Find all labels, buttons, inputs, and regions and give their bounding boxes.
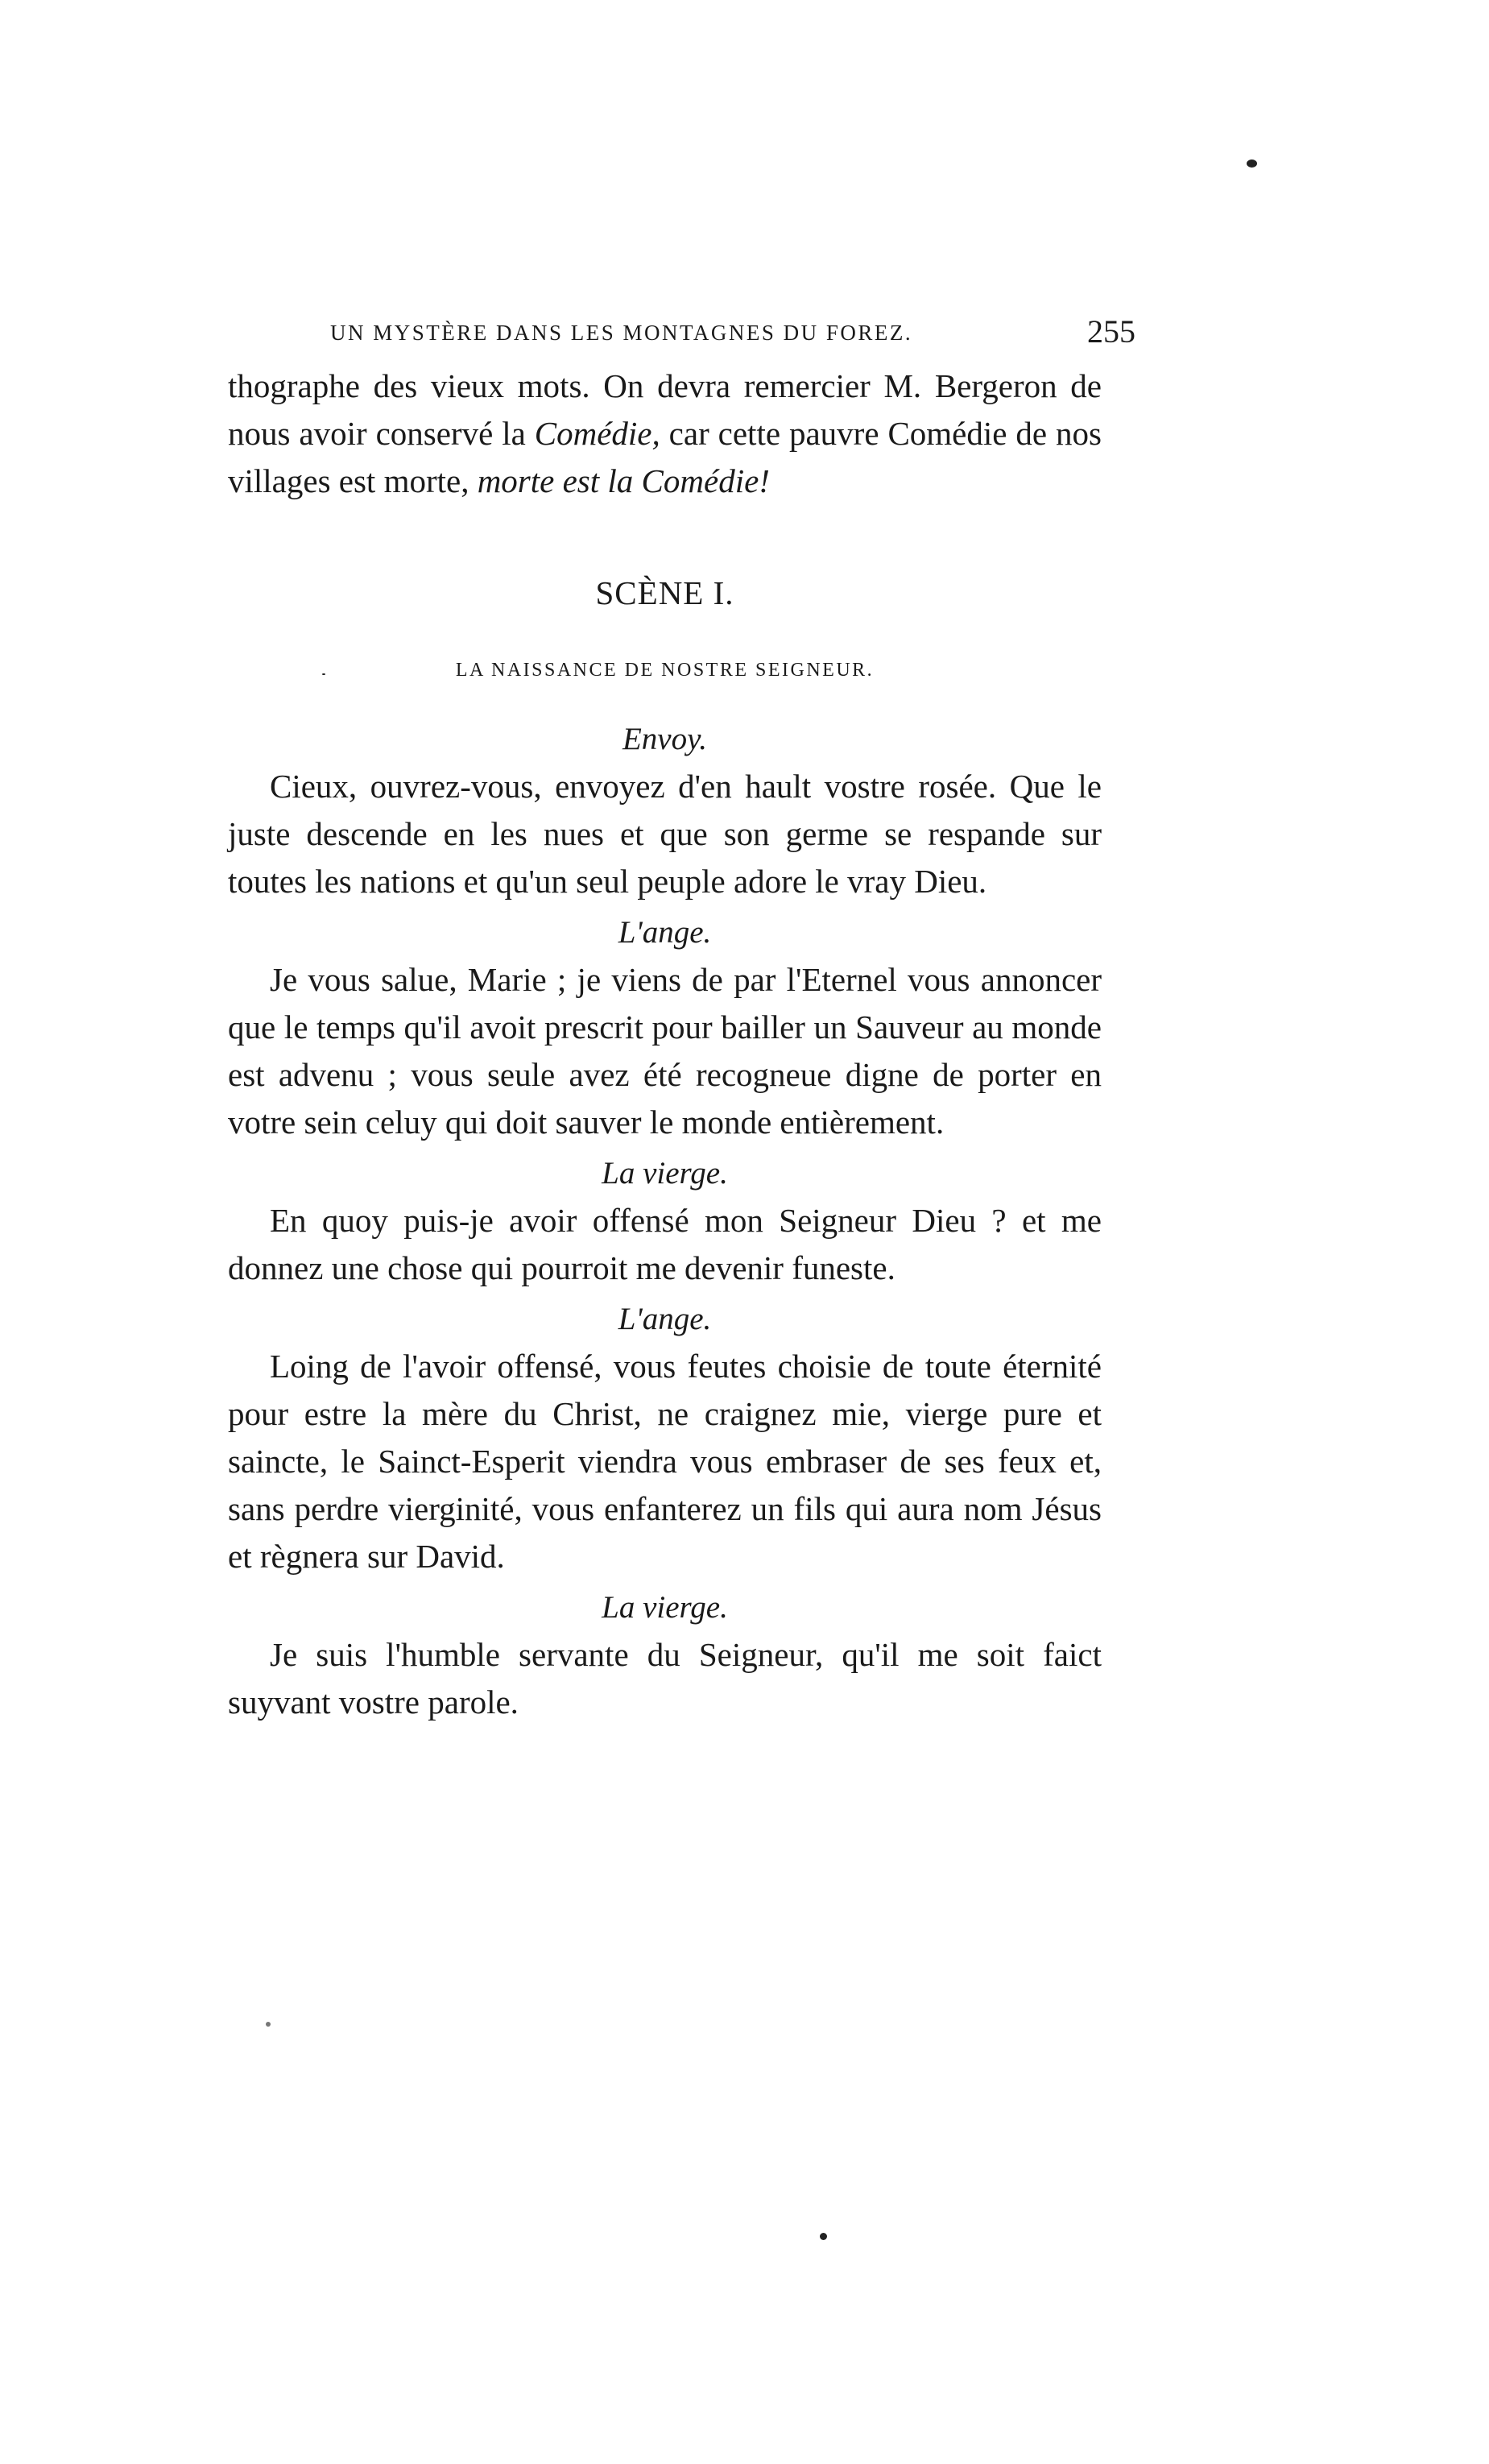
speaker-label: L'ange. [618, 915, 712, 950]
speaker-label: L'ange. [618, 1302, 712, 1336]
print-speck [820, 2233, 827, 2240]
intro-emphasis-comedie: Comédie, [534, 415, 660, 452]
speech-paragraph: Je vous salue, Marie ; je viens de par l'Eternel vous annoncer que le temps qu'il avoit prescrit pour bailler un Sauveur au monde est advenu ; vous seule avez été recogneue digne de porter en votre sein celuy qui doit sauver le monde entièrement. [228, 961, 1102, 1141]
intro-emphasis-morte: morte est la Comédie! [477, 462, 770, 499]
running-title: UN MYSTÈRE DANS LES MONTAGNES DU FOREZ. [330, 321, 913, 345]
intro-text-before: thographe des vieux mots. On devra remercier M. Bergeron de nous avoir conservé la [228, 367, 1102, 452]
scene-title: SCÈNE I. [595, 574, 734, 611]
print-speck [1247, 159, 1257, 168]
intro-paragraph [228, 362, 1102, 505]
speech-paragraph: Je suis l'humble servante du Seigneur, qu'il me soit faict suyvant vostre parole. [228, 1636, 1102, 1721]
speech-paragraph: Loing de l'avoir offensé, vous feutes choisie de toute éternité pour estre la mère du Christ, ne craignez mie, vierge pure et saincte, le Sainct-Esperit viendra vous embraser de ses feux et, sans perdre vierginité, vous enfanterez un fils qui aura nom Jésus et règnera sur David. [228, 1348, 1102, 1575]
running-head [225, 313, 1135, 353]
speaker-label: La vierge. [602, 1156, 728, 1191]
print-speck [322, 673, 325, 675]
scene-subtitle: LA NAISSANCE DE NOSTRE SEIGNEUR. [455, 660, 875, 681]
speaker-label: Envoy. [622, 722, 708, 756]
speech-paragraph: En quoy puis-je avoir offensé mon Seigneur Dieu ? et me donnez une chose qui pourroit me devenir funeste. [228, 1202, 1102, 1286]
print-speck [266, 2022, 271, 2027]
speech-paragraph: Cieux, ouvrez-vous, envoyez d'en hault vostre rosée. Que le juste descende en les nues et que son germe se respande sur toutes les nations et qu'un seul peuple adore le vray Dieu. [228, 768, 1102, 900]
speaker-label: La vierge. [602, 1590, 728, 1625]
text-block [228, 362, 1102, 1726]
intro-text-middle: car cette pauvre Comédie de nos villages est morte, [228, 415, 1102, 499]
page-number: 255 [1087, 313, 1135, 350]
